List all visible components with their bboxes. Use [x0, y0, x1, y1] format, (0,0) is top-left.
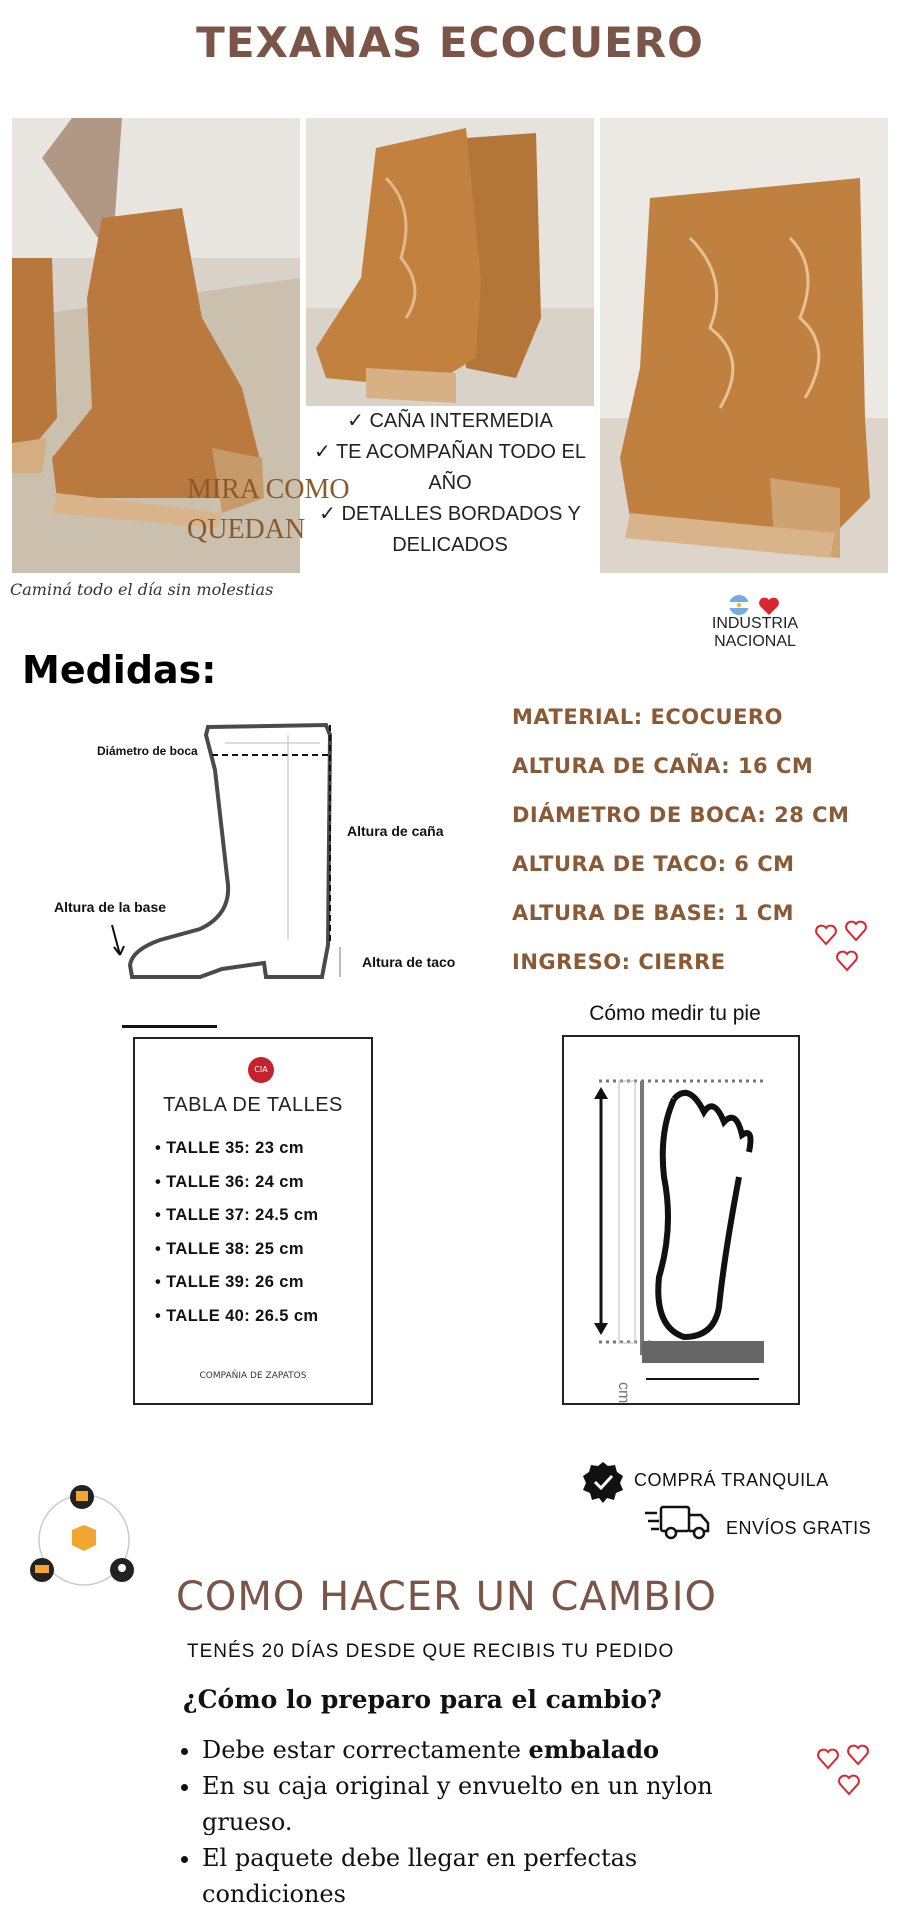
spec-material: MATERIAL: ECOCUERO [512, 705, 783, 729]
boot-photo-detail [600, 118, 888, 573]
caption-text: Caminá todo el día sin molestias [10, 580, 274, 599]
delivery-process-icon [24, 1485, 144, 1599]
page-title: TEXANAS ECOCUERO [196, 18, 704, 67]
cambio-subtitle: TENÉS 20 DÍAS DESDE QUE RECIBIS TU PEDIDO [187, 1641, 675, 1662]
spec-ingreso: INGRESO: CIERRE [512, 950, 726, 974]
size-row: • TALLE 38: 25 cm [155, 1240, 318, 1274]
label-altura-base: Altura de la base [54, 899, 167, 915]
size-row: • TALLE 35: 23 cm [155, 1139, 318, 1173]
industria-nacional: INDUSTRIA NACIONAL [711, 615, 799, 650]
hearts-icon [816, 1744, 872, 1806]
size-row: • TALLE 36: 24 cm [155, 1173, 318, 1207]
overlay-text-1: MIRA COMO [187, 474, 350, 505]
instruction-item: • El paquete debe llegar en perfectas condiciones [202, 1840, 788, 1912]
feature-line: DELICADOS [392, 534, 508, 556]
boot-photo-pair [306, 118, 594, 406]
cambio-question: ¿Cómo lo preparo para el cambio? [183, 1685, 662, 1714]
measure-foot-title: Cómo medir tu pie [589, 1002, 761, 1025]
size-table-card [133, 1037, 373, 1405]
spec-altura-taco: ALTURA DE TACO: 6 CM [512, 852, 795, 876]
boot-photo-worn [12, 118, 350, 573]
envios-gratis-label: ENVÍOS GRATIS [726, 1518, 872, 1538]
features-list [306, 406, 594, 561]
specs-list [512, 705, 849, 999]
instruction-item: • En su caja original y envuelto en un nylon grueso. [202, 1768, 788, 1840]
hearts-icon [814, 920, 870, 982]
size-table-footer: COMPAÑIA DE ZAPATOS [199, 1371, 307, 1381]
feature-line: AÑO [428, 472, 472, 494]
boot-diagram [40, 715, 480, 994]
spec-altura-base: ALTURA DE BASE: 1 CM [512, 901, 795, 925]
size-row: • TALLE 37: 24.5 cm [155, 1206, 318, 1240]
compra-tranquila-label: COMPRÁ TRANQUILA [634, 1470, 829, 1490]
brand-logo: CIA [248, 1057, 274, 1083]
measure-foot-card [562, 1035, 800, 1405]
size-table-title: TABLA DE TALLES [163, 1094, 343, 1116]
spec-diametro-boca: DIÁMETRO DE BOCA: 28 CM [512, 803, 850, 827]
cambio-heading: COMO HACER UN CAMBIO [176, 1574, 718, 1620]
feature-line: ✓ TE ACOMPAÑAN TODO EL [313, 441, 586, 463]
size-row: • TALLE 39: 26 cm [155, 1273, 318, 1307]
unit-label: cm [615, 1382, 632, 1404]
instruction-item: • Debe estar correctamente embalado [202, 1732, 788, 1768]
feature-line: ✓ CAÑA INTERMEDIA [347, 410, 553, 432]
spec-altura-cana: ALTURA DE CAÑA: 16 CM [512, 754, 814, 778]
overlay-text-2: QUEDAN [187, 514, 306, 545]
label-altura-taco: Altura de taco [362, 954, 456, 970]
divider [122, 1025, 217, 1028]
size-row: • TALLE 40: 26.5 cm [155, 1307, 318, 1341]
feature-line: ✓ DETALLES BORDADOS Y [319, 503, 581, 525]
label-altura-cana: Altura de caña [347, 823, 444, 839]
cambio-instructions [168, 1732, 788, 1912]
medidas-heading: Medidas: [22, 648, 217, 692]
verified-badge-icon [580, 1460, 626, 1508]
truck-icon [645, 1503, 711, 1545]
label-diametro-boca: Diámetro de boca [97, 744, 198, 758]
